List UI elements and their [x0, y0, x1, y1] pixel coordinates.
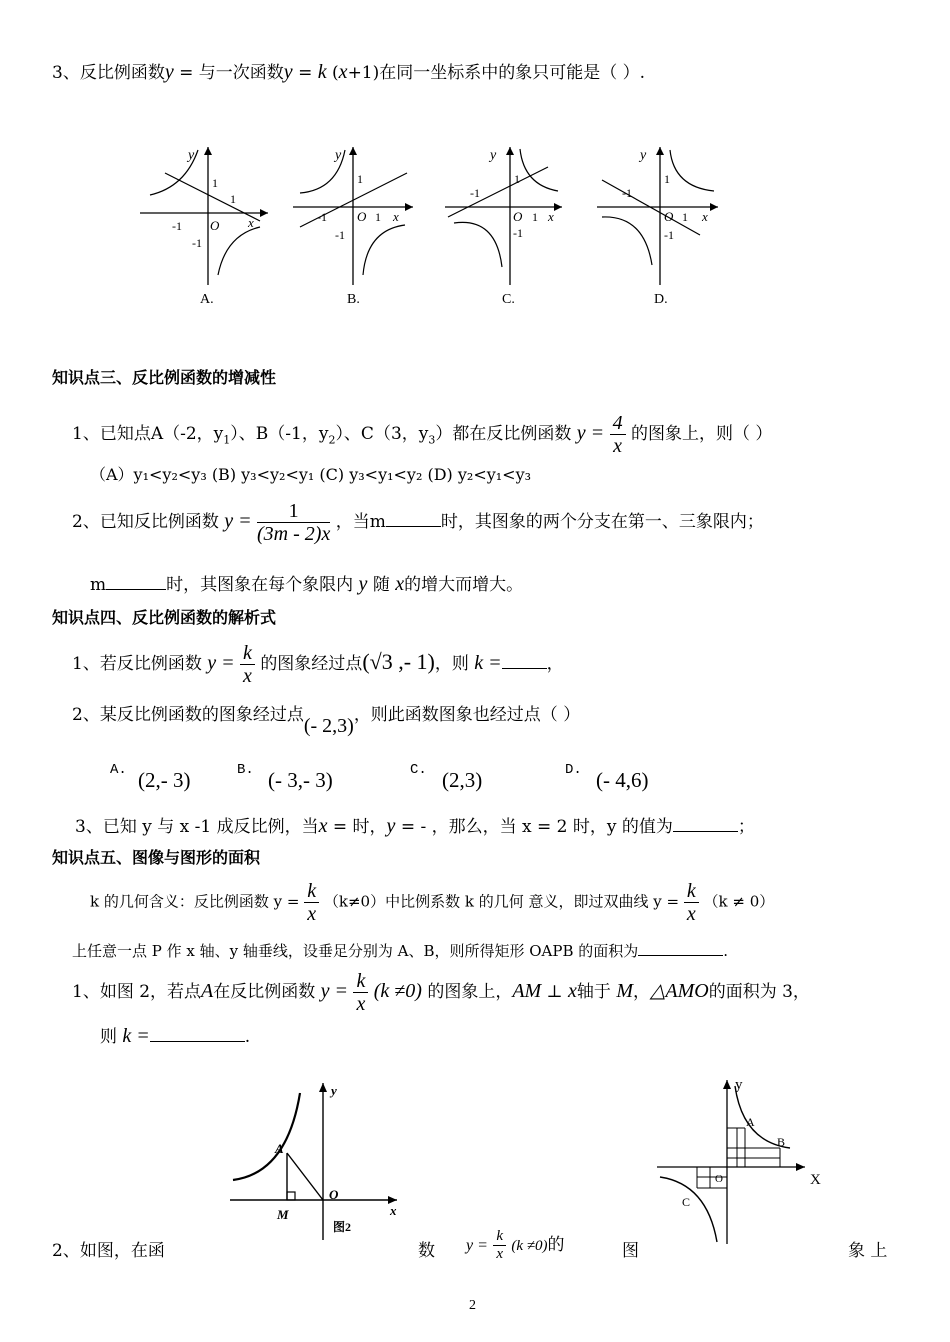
tick-label: -1 — [192, 236, 202, 250]
s3-q2-tail: ，当m — [335, 512, 386, 532]
graph-c-label: C. — [502, 292, 515, 307]
section5-heading: 知识点五、图像与图形的面积 — [52, 848, 261, 867]
s3-q1 — [72, 412, 772, 457]
option-label: A. — [110, 762, 127, 778]
s5-q2-cond: (k ≠0) — [511, 1238, 548, 1254]
s3-q2-d: 的增大而增大。 — [404, 575, 524, 595]
option-value: (2,- 3) — [138, 768, 191, 792]
var-x: x — [318, 815, 328, 837]
subscript: 1 — [223, 433, 231, 447]
fraction-num: k — [684, 880, 699, 903]
q3-eq2: = — [292, 63, 318, 83]
s4-q2-point: (- 2,3) — [303, 715, 354, 737]
fraction-den: x — [307, 903, 317, 925]
tick-label: -1 — [317, 210, 327, 224]
answer-blank[interactable] — [386, 526, 441, 527]
fraction-num: 1 — [257, 500, 330, 523]
s4-q1-then: ，则 — [434, 654, 469, 674]
var-y: y = — [224, 510, 252, 532]
s4-option-b-value — [268, 768, 333, 793]
tick-label: -1 — [172, 219, 182, 233]
fraction — [610, 412, 626, 457]
var-y: y = — [466, 1237, 488, 1254]
graph-a — [140, 147, 268, 307]
figure-caption: 图2 — [333, 1220, 352, 1234]
point-a-label: A — [746, 1115, 755, 1129]
fraction-num: k — [493, 1228, 506, 1246]
s4-option-b[interactable] — [237, 758, 254, 778]
tick-label: 1 — [357, 172, 363, 186]
fraction — [493, 1228, 506, 1263]
s5-q2-e: 象 上 — [848, 1241, 888, 1261]
s4-q3-c: = - ，那么，当 x = 2 时，y 的值为 — [395, 817, 673, 837]
s3-q1-text4: ）都在反比例函数 — [435, 424, 572, 444]
axis-x-label: x — [393, 209, 399, 224]
var-k: k — [317, 61, 327, 83]
s5-q1-end: . — [244, 1027, 251, 1047]
fraction-den: x — [686, 903, 696, 925]
fraction-den: x — [613, 435, 622, 457]
subscript: 2 — [328, 433, 336, 447]
var-AM: AM — [512, 980, 542, 1002]
origin-label: O — [513, 209, 523, 224]
point-a-label: A — [275, 1141, 284, 1156]
axis-y-label: y — [640, 148, 647, 163]
origin-label: O — [715, 1173, 723, 1185]
s3-q2-b: 时，其图象在每个象限内 — [166, 575, 354, 595]
graph-d-label: D. — [654, 292, 668, 307]
origin-label: O — [664, 209, 674, 224]
graph-b-label: B. — [347, 292, 360, 307]
tick-label: -1 — [513, 226, 523, 240]
fraction-den: (3m - 2)x — [257, 523, 331, 545]
var-y: y = — [320, 980, 349, 1002]
tick-label: -1 — [470, 186, 480, 200]
fraction — [353, 970, 368, 1015]
tick-label: 1 — [230, 192, 236, 206]
s5-q2-formula — [466, 1228, 565, 1263]
s5-q1-b: 在反比例函数 — [213, 982, 316, 1002]
s4-q2-tail: ，则此函数图象也经过点（ ） — [353, 705, 581, 725]
s3-q2-m: m — [90, 575, 107, 595]
axis-x-label: x — [548, 209, 554, 224]
s3-q1-text3: ）、C（3，y — [335, 424, 429, 444]
fraction — [684, 880, 699, 925]
s5-p1-b: （k≠0）中比例系数 k 的几何 意义，即过双曲线 y = — [323, 892, 680, 911]
origin-label: O — [329, 1187, 339, 1202]
option-graphs — [130, 135, 740, 310]
s3-q1-text2: ）、B（-1，y — [230, 424, 329, 444]
var-x: x — [395, 573, 405, 595]
graph-c — [445, 147, 562, 307]
s5-q1-cond: (k ≠0) — [373, 980, 422, 1002]
s4-q3-b: = 时， — [327, 817, 387, 837]
q3-text: 3、反比例函数 — [52, 63, 165, 83]
answer-blank[interactable] — [673, 831, 738, 832]
point-m-label: M — [277, 1207, 289, 1222]
fraction-num: k — [304, 880, 319, 903]
option-label: C. — [410, 762, 427, 778]
answer-blank[interactable] — [502, 668, 547, 669]
q3-line — [52, 58, 645, 84]
graph-d — [597, 147, 718, 307]
fraction-num: k — [240, 642, 255, 665]
axis-x-label: X — [810, 1172, 821, 1188]
point-b-label: B — [777, 1135, 786, 1149]
page-number: 2 — [469, 1298, 476, 1313]
var-A: A — [201, 980, 214, 1002]
origin-label: O — [357, 209, 367, 224]
s4-option-c[interactable] — [410, 758, 427, 778]
section3-heading: 知识点三、反比例函数的增减性 — [52, 368, 277, 387]
q3-eq: = 与一次函数 — [173, 63, 284, 83]
s4-q1-mid: 的图象经过点 — [260, 654, 363, 674]
subscript: 3 — [428, 433, 436, 447]
tick-label: 1 — [682, 210, 688, 224]
axis-x-label: x — [702, 209, 708, 224]
s4-option-a[interactable] — [110, 758, 127, 778]
fraction — [240, 642, 255, 687]
s5-q2-c: 的 — [547, 1235, 565, 1255]
var-y: y = — [207, 652, 235, 674]
s4-q1-text: 1、若反比例函数 — [72, 654, 202, 674]
s5-q1-e: ， — [633, 982, 650, 1002]
axis-y-label: y — [735, 1077, 743, 1093]
graph-a-label: A. — [200, 292, 214, 307]
q3-paren: ( — [326, 63, 339, 83]
var-x: x — [568, 980, 577, 1002]
answer-blank[interactable] — [106, 589, 166, 590]
s5-q1 — [72, 970, 810, 1015]
s5-q2-d: 图 — [622, 1241, 639, 1261]
s4-q3-a: 3、已知 y 与 x -1 成反比例，当 — [75, 817, 319, 837]
fraction-den: x — [496, 1246, 503, 1262]
s3-q2-c: 随 — [372, 575, 390, 595]
s4-q2-text: 2、某反比例函数的图象经过点 — [72, 705, 304, 725]
option-label: B. — [237, 762, 254, 778]
s3-q2-text: 2、已知反比例函数 — [72, 512, 219, 532]
s5-q1-d: 轴于 — [576, 982, 611, 1002]
s5-p1-a: k 的几何含义：反比例函数 y = — [90, 892, 300, 911]
fraction — [257, 500, 330, 545]
s3-q1-tail: 的图象上，则（ ） — [630, 424, 773, 444]
var-x: x — [338, 61, 348, 83]
fraction-den: x — [356, 993, 366, 1015]
figure-2 — [225, 1075, 405, 1245]
tick-label: 1 — [375, 210, 381, 224]
s3-q2-line2 — [90, 570, 523, 596]
s4-q1-point: (√3 ,- 1) — [362, 649, 435, 674]
triangle-AMO: △AMO — [650, 980, 709, 1002]
option-value: (2,3) — [442, 768, 483, 792]
s5-q1-then: 则 — [100, 1027, 117, 1047]
option-value: (- 4,6) — [596, 768, 649, 792]
s4-option-c-value — [442, 768, 482, 793]
var-y: y — [283, 61, 293, 83]
s3-q1-text: 1、已知点A（-2，y — [72, 424, 224, 444]
origin-label: O — [210, 218, 220, 233]
tick-label: -1 — [664, 228, 674, 242]
s4-q1-end: ， — [546, 654, 564, 674]
point-c-label: C — [682, 1195, 691, 1209]
s4-q3 — [75, 812, 755, 838]
s5-p1-c: （k ≠ 0） — [703, 892, 775, 911]
axis-y-label: y — [331, 1083, 337, 1098]
tick-label: -1 — [622, 186, 632, 200]
s5-q2-b: 数 — [418, 1241, 435, 1261]
s5-p1 — [90, 880, 774, 925]
axis-y-label: y — [490, 148, 497, 163]
s4-option-d-value — [596, 768, 648, 793]
var-y: y — [164, 61, 174, 83]
fraction-num: k — [353, 970, 368, 993]
fraction-num: 4 — [610, 412, 626, 435]
section4-heading: 知识点四、反比例函数的解析式 — [52, 608, 277, 627]
tick-label: 1 — [212, 176, 218, 190]
s4-q3-end: ； — [737, 817, 755, 837]
s5-p2-text: 上任意一点 P 作 x 轴、y 轴垂线，设垂足分别为 A、B，则所得矩形 OAPB 的面积为 — [72, 942, 639, 960]
var-M: M — [616, 980, 633, 1002]
tick-label: 1 — [532, 210, 538, 224]
tick-label: 1 — [664, 172, 670, 186]
axis-x-label: x — [390, 1203, 397, 1218]
var-y: y = — [576, 422, 605, 444]
s4-q2 — [72, 700, 581, 737]
fraction — [304, 880, 319, 925]
q3-rest: +1)在同一坐标系中的象只可能是（ ）. — [347, 63, 646, 83]
s5-p2 — [72, 940, 728, 961]
s5-q1-a: 1、如图 2，若点 — [72, 982, 202, 1002]
s3-q2 — [72, 500, 764, 545]
answer-blank[interactable] — [638, 955, 723, 956]
perp-sign: ⊥ — [541, 982, 569, 1002]
s4-option-a-value — [138, 768, 190, 793]
s5-q1-c: 的图象上， — [427, 982, 513, 1002]
s3-q2-tail2: 时，其图象的两个分支在第一、三象限内； — [440, 512, 764, 532]
s5-q1-line2 — [100, 1022, 250, 1048]
s5-p2-end: . — [723, 942, 729, 960]
var-y: y — [358, 573, 368, 595]
graph-b — [293, 147, 413, 307]
s5-q1-f: 的面积为 3， — [708, 982, 810, 1002]
s5-q2-a: 2、如图，在函 — [52, 1241, 165, 1261]
axis-y-label: y — [188, 148, 195, 163]
var-y: y — [386, 815, 396, 837]
s4-option-d[interactable] — [565, 758, 582, 778]
tick-label: -1 — [335, 228, 345, 242]
axis-y-label: y — [335, 148, 342, 163]
figure-3 — [655, 1072, 830, 1247]
option-label: D. — [565, 762, 582, 778]
option-value: (- 3,- 3) — [268, 768, 333, 792]
var-k: k = — [474, 652, 502, 674]
var-k: k = — [122, 1025, 150, 1047]
axis-x-label: x — [248, 215, 254, 230]
s4-q1 — [72, 642, 564, 687]
tick-label: 1 — [514, 172, 520, 186]
fraction-den: x — [243, 665, 252, 687]
answer-blank[interactable] — [150, 1041, 245, 1042]
s3-q1-options: （A）y₁<y₂<y₃ (B) y₃<y₂<y₁ (C) y₃<y₁<y₂ (D) y₂<y₁<y₃ — [90, 465, 532, 484]
